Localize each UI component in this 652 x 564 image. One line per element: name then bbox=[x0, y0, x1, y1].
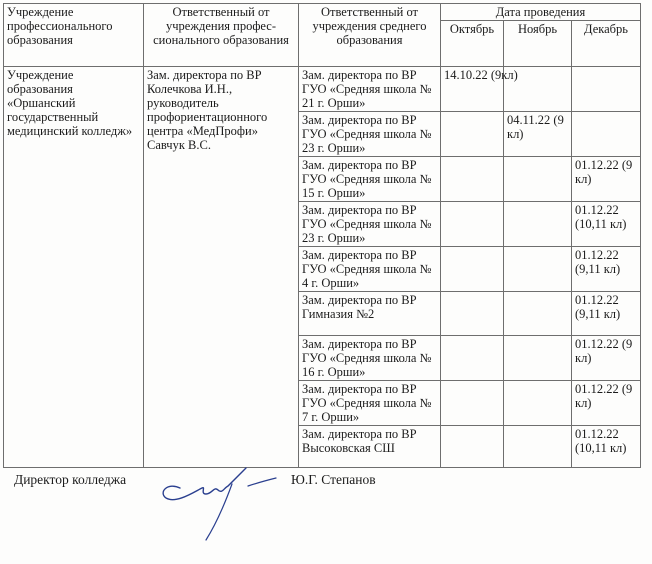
table-header bbox=[4, 4, 641, 67]
responsible-secondary-cell: Зам. директора по ВР ГУО «Средняя школа № 21 г. Орши» bbox=[299, 67, 441, 112]
date-november-cell bbox=[504, 157, 572, 202]
date-november-cell bbox=[504, 202, 572, 247]
responsible-secondary-cell: Зам. директора по ВР Высоковская СШ bbox=[299, 426, 441, 468]
date-october-cell bbox=[441, 112, 504, 157]
header-responsible-prof: Ответственный от учреждения профес-сионального образования bbox=[144, 4, 299, 67]
responsible-secondary-cell: Зам. директора по ВР ГУО «Средняя школа № 7 г. Орши» bbox=[299, 381, 441, 426]
responsible-secondary-cell: Зам. директора по ВР ГУО «Средняя школа № 4 г. Орши» bbox=[299, 247, 441, 292]
date-october-cell bbox=[441, 336, 504, 381]
table-row bbox=[4, 67, 641, 112]
table-body bbox=[4, 67, 641, 468]
date-value: 14.10.22 (9кл) bbox=[444, 68, 518, 82]
responsible-secondary-cell: Зам. директора по ВР Гимназия №2 bbox=[299, 292, 441, 336]
header-month-december: Декабрь bbox=[572, 21, 641, 67]
date-december-cell: 01.12.22 (9,11 кл) bbox=[572, 247, 641, 292]
responsible-secondary-cell: Зам. директора по ВР ГУО «Средняя школа № 16 г. Орши» bbox=[299, 336, 441, 381]
footer-name: Ю.Г. Степанов bbox=[291, 472, 376, 487]
header-month-november: Ноябрь bbox=[504, 21, 572, 67]
date-october-cell bbox=[441, 381, 504, 426]
date-december-cell: 01.12.22 (9 кл) bbox=[572, 157, 641, 202]
responsible-prof-cell: Зам. директора по ВР Колечкова И.Н., руководитель профориентационного центра «МедПрофи» Савчук В.С. bbox=[144, 67, 299, 468]
date-november-cell bbox=[504, 336, 572, 381]
date-december-cell bbox=[572, 67, 641, 112]
date-november-cell bbox=[504, 381, 572, 426]
date-december-cell: 01.12.22 (9 кл) bbox=[572, 381, 641, 426]
date-october-cell bbox=[441, 247, 504, 292]
date-december-cell: 01.12.22 (10,11 кл) bbox=[572, 202, 641, 247]
date-december-cell bbox=[572, 112, 641, 157]
date-december-cell: 01.12.22 (10,11 кл) bbox=[572, 426, 641, 468]
date-december-cell: 01.12.22 (9,11 кл) bbox=[572, 292, 641, 336]
date-november-cell: 04.11.22 (9 кл) bbox=[504, 112, 572, 157]
responsible-secondary-cell: Зам. директора по ВР ГУО «Средняя школа № 23 г. Орши» bbox=[299, 112, 441, 157]
date-october-cell bbox=[441, 67, 518, 112]
responsible-secondary-cell: Зам. директора по ВР ГУО «Средняя школа № 23 г. Орши» bbox=[299, 202, 441, 247]
institution-cell: Учреждение образования «Оршанский государственный медицинский колледж» bbox=[4, 67, 144, 468]
date-october-cell bbox=[441, 292, 504, 336]
date-november-cell bbox=[504, 426, 572, 468]
date-october-cell bbox=[441, 202, 504, 247]
footer-position: Директор колледжа bbox=[14, 472, 127, 487]
header-date: Дата проведения bbox=[441, 4, 641, 21]
date-november-cell bbox=[504, 292, 572, 336]
date-october-cell bbox=[441, 157, 504, 202]
responsible-secondary-cell: Зам. директора по ВР ГУО «Средняя школа № 15 г. Орши» bbox=[299, 157, 441, 202]
date-october-cell bbox=[441, 426, 504, 468]
date-december-cell: 01.12.22 (9 кл) bbox=[572, 336, 641, 381]
header-responsible-secondary: Ответственный от учреждения среднего образования bbox=[299, 4, 441, 67]
header-month-october: Октябрь bbox=[441, 21, 504, 67]
header-institution: Учреждение профессионального образования bbox=[4, 4, 144, 67]
schedule-table bbox=[3, 3, 641, 468]
date-november-cell bbox=[504, 247, 572, 292]
signature-mark bbox=[150, 448, 280, 548]
